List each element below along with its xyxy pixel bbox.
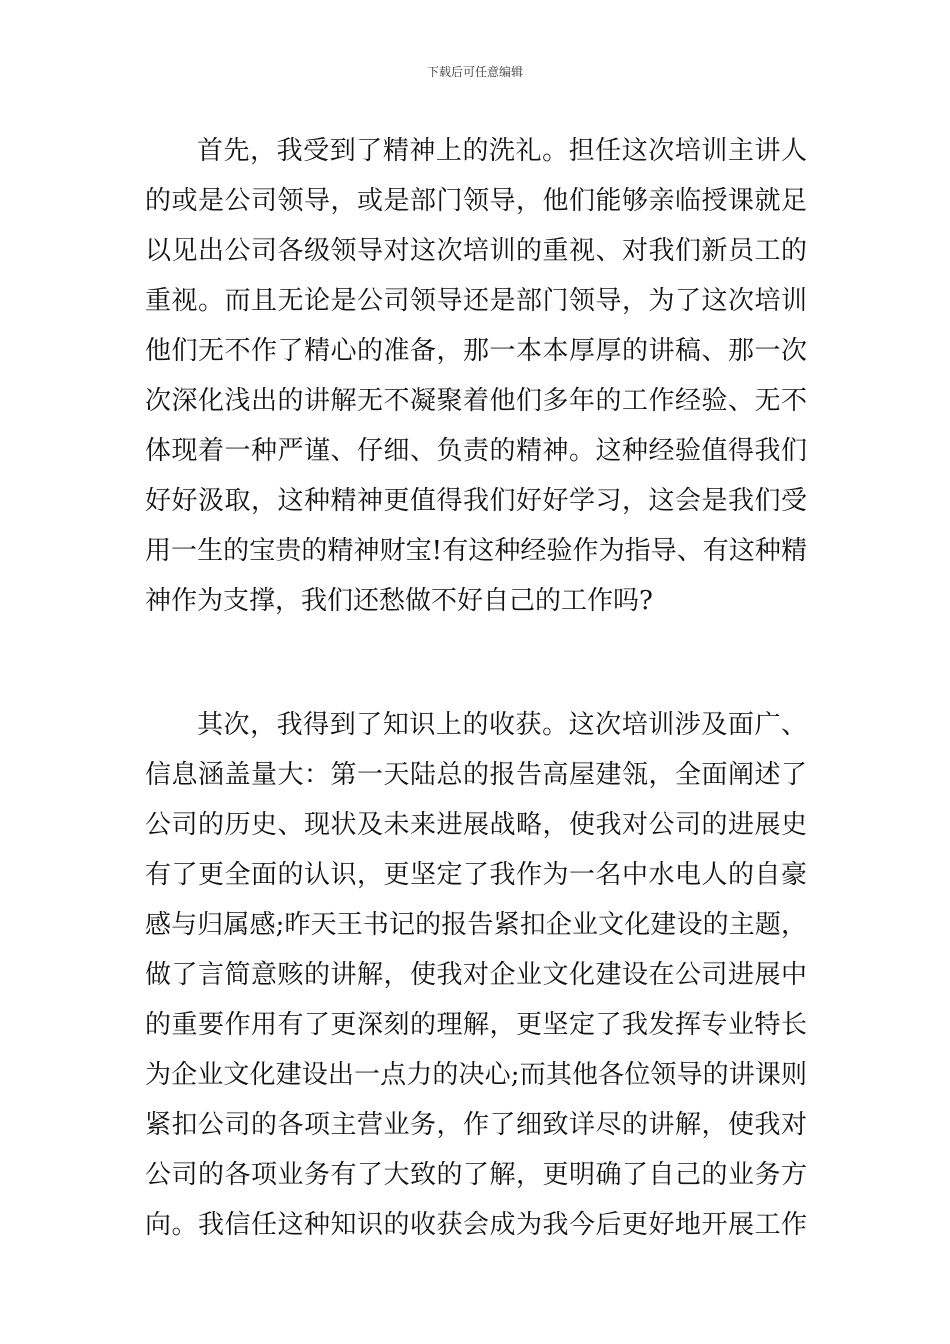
text-line: 首先，我受到了精神上的洗礼。担任这次培训主讲人 [197, 136, 807, 166]
text-line: 他们无不作了精心的准备，那一本本厚厚的讲稿、那一次 [145, 336, 807, 366]
text-line: 好好汲取，这种精神更值得我们好好学习，这会是我们受 [145, 486, 807, 516]
text-line: 信息涵盖量大：第一天陆总的报告高屋建瓴，全面阐述了 [145, 760, 807, 790]
text-line: 为企业文化建设出一点力的决心;而其他各位领导的讲课则 [145, 1060, 807, 1090]
paragraph-1 [145, 126, 807, 626]
text-line: 其次，我得到了知识上的收获。这次培训涉及面广、 [197, 710, 807, 740]
text-line: 公司的各项业务有了大致的了解，更明确了自己的业务方 [145, 1160, 807, 1190]
document-body [145, 126, 807, 1250]
text-line: 紧扣公司的各项主营业务，作了细致详尽的讲解，使我对 [145, 1110, 807, 1140]
page-header: 下载后可任意编辑 [426, 65, 523, 79]
text-line: 神作为支撑，我们还愁做不好自己的工作吗? [145, 586, 653, 616]
text-line: 有了更全面的认识，更坚定了我作为一名中水电人的自豪 [145, 860, 807, 890]
paragraph-2 [145, 700, 807, 1250]
text-line: 体现着一种严谨、仔细、负责的精神。这种经验值得我们 [145, 436, 807, 466]
text-line: 重视。而且无论是公司领导还是部门领导，为了这次培训 [145, 286, 807, 316]
text-line: 的或是公司领导，或是部门领导，他们能够亲临授课就足 [145, 186, 807, 216]
paragraph-gap [145, 626, 807, 700]
text-line: 做了言简意赅的讲解，使我对企业文化建设在公司进展中 [145, 960, 807, 990]
text-line: 向。我信任这种知识的收获会成为我今后更好地开展工作 [145, 1210, 807, 1240]
text-line: 感与归属感;昨天王书记的报告紧扣企业文化建设的主题， [145, 910, 807, 940]
text-line: 以见出公司各级领导对这次培训的重视、对我们新员工的 [145, 236, 807, 266]
text-line: 的重要作用有了更深刻的理解，更坚定了我发挥专业特长 [145, 1010, 807, 1040]
text-line: 公司的历史、现状及未来进展战略，使我对公司的进展史 [145, 810, 807, 840]
text-line: 用一生的宝贵的精神财宝!有这种经验作为指导、有这种精 [145, 536, 807, 566]
text-line: 次深化浅出的讲解无不凝聚着他们多年的工作经验、无不 [145, 386, 807, 416]
